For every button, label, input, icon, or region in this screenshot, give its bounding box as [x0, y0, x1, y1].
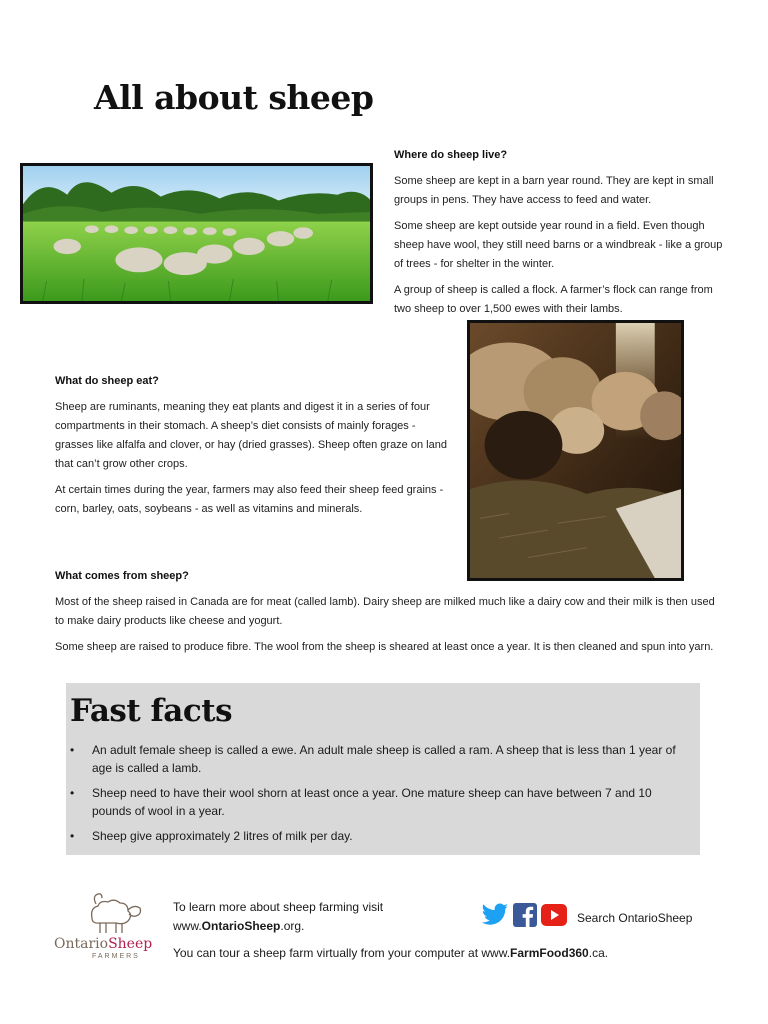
- what-sheep-eat-section: [55, 372, 455, 526]
- facebook-icon[interactable]: [513, 903, 537, 927]
- eat-heading: What do sheep eat?: [55, 375, 159, 387]
- twitter-icon[interactable]: [481, 903, 509, 927]
- where-paragraph-1: Some sheep are kept in a barn year round. They are kept in small groups in pens. They have access to feed and water.: [394, 175, 714, 206]
- farmfood360-link[interactable]: FarmFood360: [510, 946, 589, 960]
- eat-paragraph-1: Sheep are ruminants, meaning they eat plants and digest it in a series of four compartments in their stomach. A sheep’s diet consists of mainly forages - grasses like alfalfa and clover, or hay (dried grasses). Sheep often graze on land that can’t grow other crops.: [55, 401, 447, 470]
- youtube-icon[interactable]: [541, 903, 567, 927]
- what-comes-from-sheep-section: [55, 567, 715, 664]
- sheep-logo-icon: [54, 890, 164, 936]
- logo-subtitle: FARMERS: [92, 953, 140, 960]
- comes-paragraph-1: Most of the sheep raised in Canada are for meat (called lamb). Dairy sheep are milked much like a dairy cow and their milk is then used to make dairy products like cheese and yogurt.: [55, 596, 715, 627]
- page-title: All about sheep: [94, 78, 374, 117]
- tour-text: You can tour a sheep farm virtually from your computer at www.FarmFood360.ca.: [173, 946, 609, 960]
- fast-facts-heading: Fast facts: [70, 693, 233, 729]
- comes-paragraph-2: Some sheep are raised to produce fibre. The wool from the sheep is sheared at least once a year. It is then cleaned and spun into yarn.: [55, 641, 714, 653]
- fact-item: • Sheep give approximately 2 litres of milk per day.: [70, 827, 688, 845]
- where-sheep-live-section: [394, 146, 724, 326]
- fast-facts-list: [70, 741, 688, 845]
- search-ontario-sheep-label: Search OntarioSheep: [577, 911, 693, 925]
- social-icons: [481, 903, 567, 927]
- where-heading: Where do sheep live?: [394, 149, 508, 161]
- where-paragraph-3: A group of sheep is called a flock. A farmer’s flock can range from two sheep to over 1,500 ewes with their lambs.: [394, 284, 713, 315]
- learn-more-text: [173, 898, 383, 936]
- sheep-barn-photo: [467, 320, 684, 581]
- where-paragraph-2: Some sheep are kept outside year round in a field. Even though sheep have wool, they still need barns or a windbreak - like a group of trees - for shelter in the winter.: [394, 220, 723, 270]
- fact-item: • Sheep need to have their wool shorn at least once a year. One mature sheep can have between 7 and 10 pounds of wool in a year.: [70, 784, 688, 820]
- fast-facts-box: [66, 683, 700, 855]
- ontario-sheep-link[interactable]: www.OntarioSheep.org.: [173, 919, 305, 933]
- ontario-sheep-logo[interactable]: [54, 890, 164, 965]
- logo-wordmark: OntarioSheep: [54, 936, 153, 952]
- eat-paragraph-2: At certain times during the year, farmers may also feed their sheep feed grains - corn, barley, oats, soybeans - as well as vitamins and minerals.: [55, 484, 444, 515]
- sheep-field-photo: [20, 163, 373, 304]
- fact-item: • An adult female sheep is called a ewe. An adult male sheep is called a ram. A sheep that is less than 1 year of age is called a lamb.: [70, 741, 688, 777]
- learn-more-line: To learn more about sheep farming visit: [173, 900, 384, 914]
- comes-heading: What comes from sheep?: [55, 570, 189, 582]
